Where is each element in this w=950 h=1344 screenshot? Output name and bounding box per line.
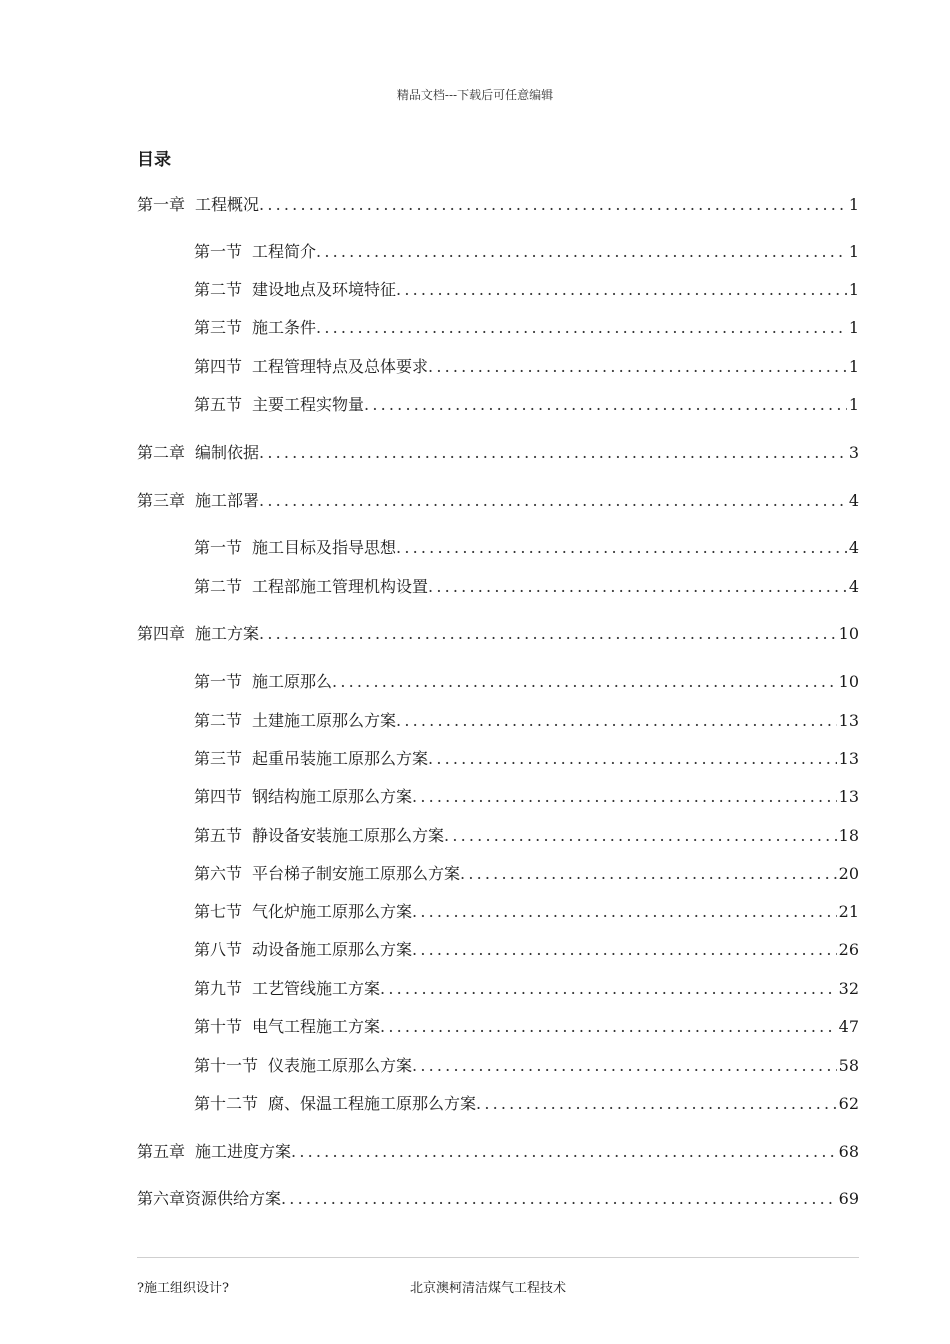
entry-number: 第十二节	[194, 1094, 259, 1113]
leader-dots	[380, 1015, 837, 1039]
toc-entry[interactable]	[194, 393, 859, 417]
entry-title: 土建施工原那么方案	[252, 711, 397, 730]
toc-entry[interactable]	[194, 785, 859, 809]
entry-number: 第一节	[194, 538, 243, 557]
toc-entry[interactable]	[194, 536, 859, 560]
toc-entry[interactable]	[137, 193, 859, 217]
entry-title: 工程部施工管理机构设置	[252, 577, 429, 596]
entry-page: 58	[838, 1056, 859, 1075]
leader-dots	[412, 938, 837, 962]
entry-page: 1	[848, 357, 859, 376]
toc-entry[interactable]	[137, 441, 859, 465]
toc-entry[interactable]	[194, 938, 859, 962]
toc-entry[interactable]	[194, 240, 859, 264]
entry-title: 电气工程施工方案	[252, 1017, 381, 1036]
entry-number: 第五节	[194, 395, 243, 414]
toc-entry[interactable]	[194, 747, 859, 771]
entry-title: 建设地点及环境特征	[252, 280, 397, 299]
toc-entry[interactable]	[194, 862, 859, 886]
entry-page: 32	[838, 979, 859, 998]
entry-number: 第一节	[194, 242, 243, 261]
footer-company: 北京澳柯清洁煤气工程技术	[410, 1281, 567, 1296]
leader-dots	[281, 1187, 837, 1211]
entry-page: 10	[838, 672, 859, 691]
entry-number: 第七节	[194, 902, 243, 921]
entry-title: 主要工程实物量	[252, 395, 365, 414]
leader-dots	[332, 670, 837, 694]
toc-entry[interactable]	[137, 1140, 859, 1164]
entry-number: 第一章	[137, 195, 186, 214]
entry-page: 18	[838, 826, 859, 845]
toc-entry[interactable]	[137, 1187, 859, 1211]
entry-title: 施工条件	[252, 318, 317, 337]
leader-dots	[412, 900, 837, 924]
leader-dots	[428, 575, 847, 599]
toc-entry[interactable]	[194, 670, 859, 694]
entry-number: 第三节	[194, 318, 243, 337]
entry-title: 工程简介	[252, 242, 317, 261]
leader-dots	[316, 316, 847, 340]
entry-number: 第二节	[194, 280, 243, 299]
leader-dots	[412, 1054, 837, 1078]
entry-number: 第八节	[194, 940, 243, 959]
leader-dots	[291, 1140, 837, 1164]
entry-page: 4	[848, 538, 859, 557]
entry-number: 第二节	[194, 711, 243, 730]
toc-entry[interactable]	[194, 575, 859, 599]
leader-dots	[428, 355, 847, 379]
entry-page: 1	[848, 280, 859, 299]
toc-entry[interactable]	[194, 1015, 859, 1039]
leader-dots	[259, 193, 847, 217]
leader-dots	[259, 489, 847, 513]
entry-page: 21	[838, 902, 859, 921]
entry-page: 47	[838, 1017, 859, 1036]
entry-page: 69	[838, 1189, 859, 1208]
entry-title: 动设备施工原那么方案	[252, 940, 413, 959]
toc-entry[interactable]	[194, 824, 859, 848]
entry-title: 工程概况	[195, 195, 260, 214]
entry-number: 第三章	[137, 491, 186, 510]
leader-dots	[259, 441, 847, 465]
entry-title: 工艺管线施工方案	[252, 979, 381, 998]
entry-title: 工程管理特点及总体要求	[252, 357, 429, 376]
entry-page: 13	[838, 711, 859, 730]
leader-dots	[444, 824, 837, 848]
entry-title: 仪表施工原那么方案	[268, 1056, 413, 1075]
entry-title: 施工方案	[195, 624, 260, 643]
entry-number: 第二节	[194, 577, 243, 596]
entry-number: 第四节	[194, 787, 243, 806]
leader-dots	[396, 709, 837, 733]
entry-number: 第六节	[194, 864, 243, 883]
toc-entry[interactable]	[194, 900, 859, 924]
entry-number: 第十节	[194, 1017, 243, 1036]
entry-title: 编制依据	[195, 443, 260, 462]
entry-title: 施工目标及指导思想	[252, 538, 397, 557]
leader-dots	[364, 393, 847, 417]
entry-page: 1	[848, 195, 859, 214]
entry-number: 第五章	[137, 1142, 186, 1161]
entry-page: 4	[848, 577, 859, 596]
footer-divider	[137, 1257, 859, 1258]
entry-page: 68	[838, 1142, 859, 1161]
entry-title: 腐、保温工程施工原那么方案	[268, 1094, 477, 1113]
entry-title: 平台梯子制安施工原那么方案	[252, 864, 461, 883]
entry-number: 第四节	[194, 357, 243, 376]
entry-number: 第二章	[137, 443, 186, 462]
toc-entry[interactable]	[194, 709, 859, 733]
page-header: 精品文档---下载后可任意编辑	[396, 88, 554, 102]
leader-dots	[396, 278, 847, 302]
entry-title: 施工原那么	[252, 672, 333, 691]
toc-entry[interactable]	[194, 1054, 859, 1078]
toc-entry[interactable]	[137, 622, 859, 646]
leader-dots	[412, 785, 837, 809]
entry-page: 20	[838, 864, 859, 883]
entry-page: 13	[838, 787, 859, 806]
entry-title: 静设备安装施工原那么方案	[252, 826, 445, 845]
leader-dots	[476, 1092, 837, 1116]
entry-page: 26	[838, 940, 859, 959]
leader-dots	[316, 240, 847, 264]
entry-title: 起重吊装施工原那么方案	[252, 749, 429, 768]
entry-page: 4	[848, 491, 859, 510]
toc-entry[interactable]	[194, 1092, 859, 1116]
entry-number: 第五节	[194, 826, 243, 845]
toc-entry[interactable]	[194, 355, 859, 379]
entry-title: 钢结构施工原那么方案	[252, 787, 413, 806]
entry-title: 气化炉施工原那么方案	[252, 902, 413, 921]
toc-entry[interactable]	[194, 316, 859, 340]
entry-page: 62	[838, 1094, 859, 1113]
entry-page: 10	[838, 624, 859, 643]
leader-dots	[380, 977, 837, 1001]
toc-title: 目录	[137, 150, 171, 170]
entry-number: 第十一节	[194, 1056, 259, 1075]
entry-number: 第一节	[194, 672, 243, 691]
toc-entry[interactable]	[137, 489, 859, 513]
leader-dots	[396, 536, 847, 560]
entry-page: 3	[848, 443, 859, 462]
leader-dots	[460, 862, 837, 886]
entry-page: 1	[848, 318, 859, 337]
entry-number: 第九节	[194, 979, 243, 998]
entry-number: 第三节	[194, 749, 243, 768]
entry-number: 第四章	[137, 624, 186, 643]
leader-dots	[259, 622, 837, 646]
entry-title: 施工部署	[195, 491, 260, 510]
toc-entry[interactable]	[194, 977, 859, 1001]
toc-entry[interactable]	[194, 278, 859, 302]
entry-number: 第六章资源供给方案	[137, 1189, 282, 1208]
leader-dots	[428, 747, 837, 771]
entry-page: 1	[848, 395, 859, 414]
entry-page: 13	[838, 749, 859, 768]
entry-page: 1	[848, 242, 859, 261]
entry-title: 施工进度方案	[195, 1142, 292, 1161]
footer-document-title: ?施工组织设计?	[137, 1281, 229, 1296]
